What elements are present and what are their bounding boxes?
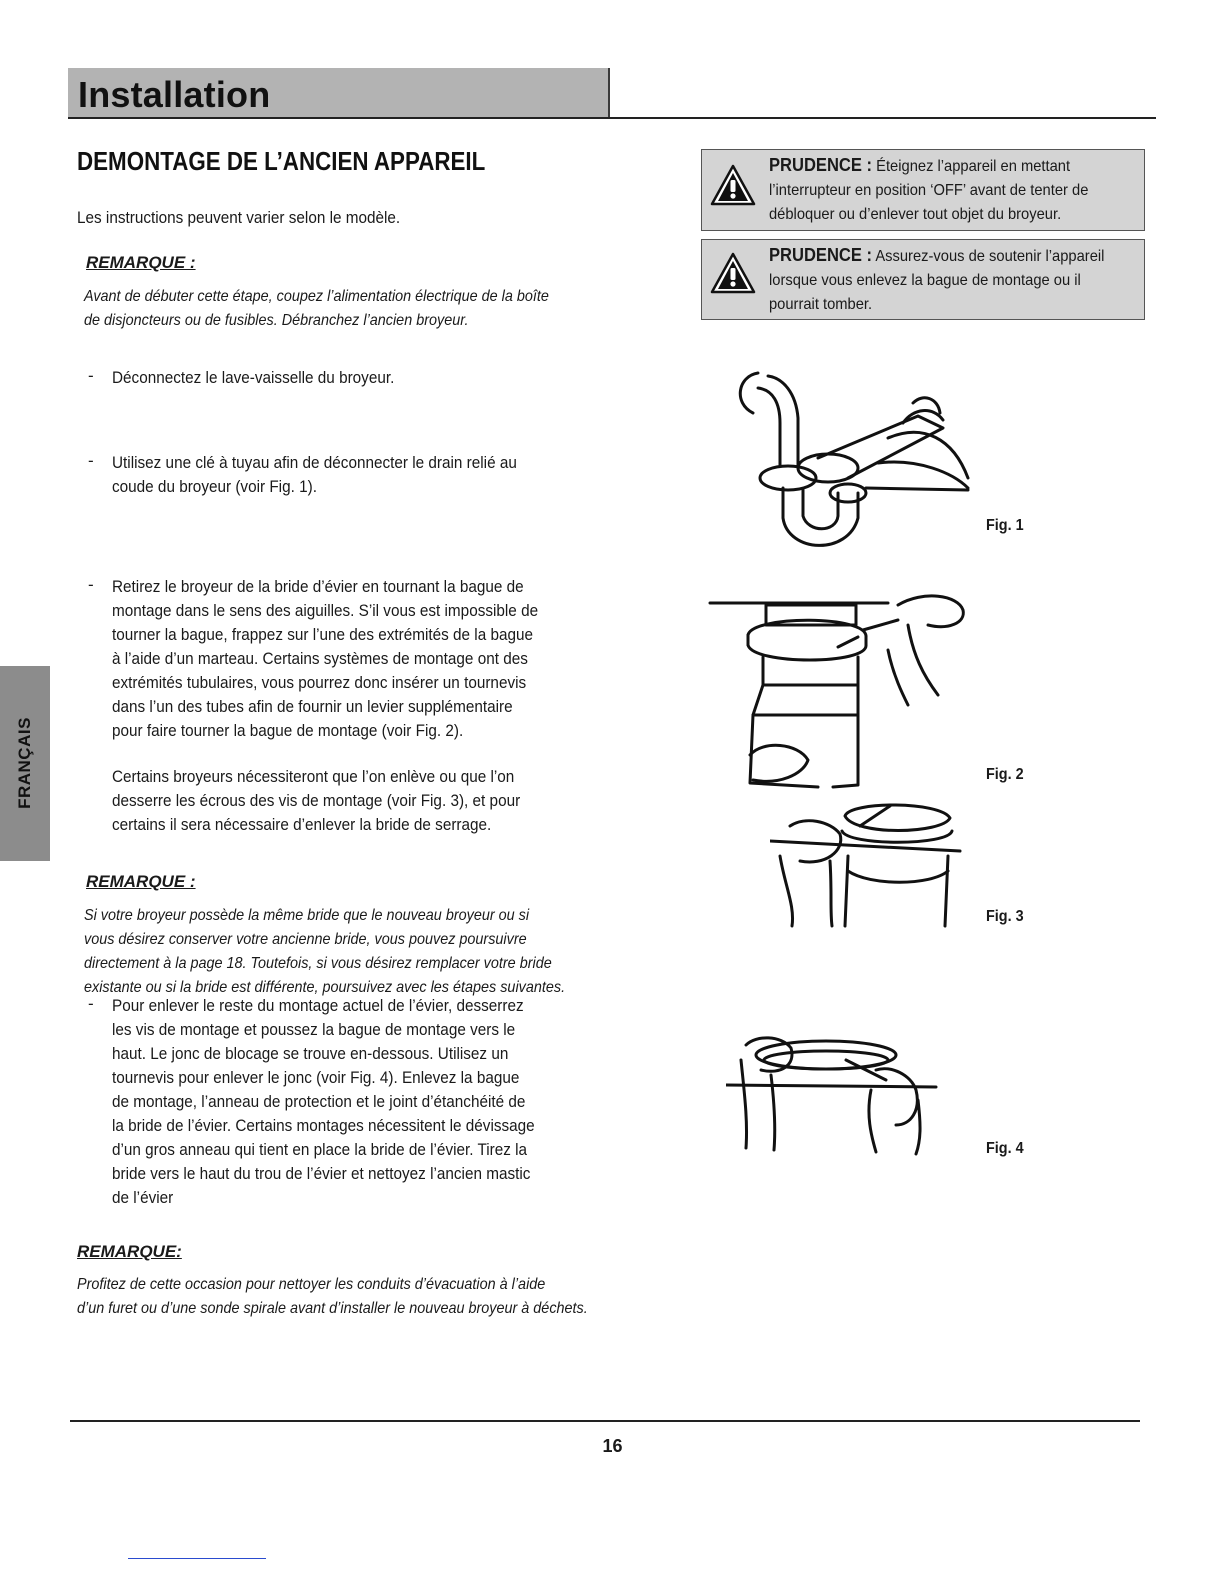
step-text (112, 575, 652, 743)
caution-line: pourrait tomber. (769, 296, 873, 313)
note-line: d’un furet ou d’une sonde spirale avant d’installer le nouveau broyeur à déchets. (77, 1300, 588, 1317)
figure-3-illustration (770, 796, 965, 928)
step-line: Déconnectez le lave-vaisselle du broyeur. (112, 368, 395, 387)
note-text (84, 285, 642, 333)
note-text (77, 1273, 671, 1321)
step-line: Retirez le broyeur de la bride d’évier en tournant la bague de (112, 577, 524, 596)
step-line: d’un gros anneau qui tient en place la bride de l’évier. Tirez la (112, 1140, 528, 1159)
caution-heading: PRUDENCE : (769, 155, 873, 175)
step-line: desserre les écrous des vis de montage (voir Fig. 3), et pour (112, 791, 521, 810)
step-line: la bride de l’évier. Certains montages nécessitent le dévissage (112, 1116, 535, 1135)
header-divider (68, 117, 1156, 119)
figure-caption: Fig. 1 (986, 517, 1024, 534)
figure-caption: Fig. 3 (986, 908, 1024, 925)
intro-text: Les instructions peuvent varier selon le modèle. (77, 208, 401, 227)
note-heading: REMARQUE : (86, 253, 196, 272)
step-line: certains il sera nécessaire d’enlever la bride de serrage. (112, 815, 492, 834)
note-line: Si votre broyeur possède la même bride que le nouveau broyeur ou si (84, 907, 530, 924)
note-heading: REMARQUE : (86, 872, 196, 891)
note-line: Profitez de cette occasion pour nettoyer les conduits d’évacuation à l’aide (77, 1276, 546, 1293)
figure-caption: Fig. 2 (986, 766, 1024, 783)
step-line: Certains broyeurs nécessiteront que l’on enlève ou que l’on (112, 767, 515, 786)
step-text (112, 994, 652, 1210)
page-number: 16 (602, 1436, 623, 1456)
note-line: de disjoncteurs ou de fusibles. Débranchez l’ancien broyeur. (84, 312, 469, 329)
step-line: à l’aide d’un marteau. Certains systèmes de montage ont des (112, 649, 528, 668)
page-title: Installation (78, 74, 271, 115)
step-bullet: - (88, 366, 94, 385)
note-text (84, 904, 660, 1000)
caution-line: lorsque vous enlevez la bague de montage ou il (769, 272, 1081, 289)
step-bullet: - (88, 451, 94, 470)
caution-heading: PRUDENCE : (769, 245, 873, 265)
caution-text (769, 243, 1137, 317)
note-line: Avant de débuter cette étape, coupez l’alimentation électrique de la boîte (84, 288, 549, 305)
step-line: tourner la bague, frappez sur l’une des extrémités de la bague (112, 625, 534, 644)
warning-triangle-icon (710, 251, 756, 295)
step-text (112, 451, 652, 499)
note-line: directement à la page 18. Toutefois, si vous désirez remplacer votre bride (84, 955, 552, 972)
caution-line: PRUDENCE : Assurez-vous de soutenir l’appareil (769, 245, 1105, 265)
note-heading: REMARQUE: (77, 1242, 182, 1261)
language-tab-label: FRANÇAIS (15, 717, 34, 809)
figure-1-illustration (728, 368, 973, 560)
caution-text (769, 153, 1137, 227)
step-line: dans l’un des tubes afin de fournir un levier supplémentaire (112, 697, 513, 716)
note-line: vous désirez conserver votre ancienne bride, vous pouvez poursuivre (84, 931, 527, 948)
warning-triangle-icon (710, 163, 756, 207)
note-line: existante ou si la bride est différente, poursuivez avec les étapes suivantes. (84, 979, 566, 996)
figure-4-illustration (726, 1030, 938, 1156)
step-line: Pour enlever le reste du montage actuel de l’évier, desserrez (112, 996, 524, 1015)
figure-2-illustration (708, 585, 970, 790)
section-title: DEMONTAGE DE L’ANCIEN APPAREIL (77, 146, 486, 176)
caution-line: débloquer ou d’enlever tout objet du broyeur. (769, 206, 1062, 223)
bottom-link-underline (128, 1558, 266, 1559)
step-extra-text (112, 765, 652, 837)
step-line: les vis de montage et poussez la bague de montage vers le (112, 1020, 516, 1039)
step-bullet: - (88, 994, 94, 1013)
step-line: haut. Le jonc de blocage se trouve en-dessous. Utilisez un (112, 1044, 509, 1063)
caution-line: PRUDENCE : Éteignez l’appareil en mettant (769, 155, 1071, 175)
step-line: bride vers le haut du trou de l’évier et nettoyez l’ancien mastic (112, 1164, 531, 1183)
caution-line: l’interrupteur en position ‘OFF’ avant de tenter de (769, 182, 1089, 199)
step-line: montage dans le sens des aiguilles. S’il vous est impossible de (112, 601, 539, 620)
step-line: pour faire tourner la bague de montage (voir Fig. 2). (112, 721, 464, 740)
step-line: extrémités tubulaires, vous pourrez donc insérer un tournevis (112, 673, 527, 692)
step-line: Utilisez une clé à tuyau afin de déconnecter le drain relié au (112, 453, 517, 472)
step-line: coude du broyeur (voir Fig. 1). (112, 477, 317, 496)
step-text (112, 366, 652, 390)
figure-caption: Fig. 4 (986, 1140, 1024, 1157)
footer-divider (70, 1420, 1140, 1422)
step-line: tournevis pour enlever le jonc (voir Fig. 4). Enlevez la bague (112, 1068, 520, 1087)
step-line: de montage, l’anneau de protection et le joint d’étanchéité de (112, 1092, 526, 1111)
step-bullet: - (88, 575, 94, 594)
step-line: de l’évier (112, 1188, 174, 1207)
